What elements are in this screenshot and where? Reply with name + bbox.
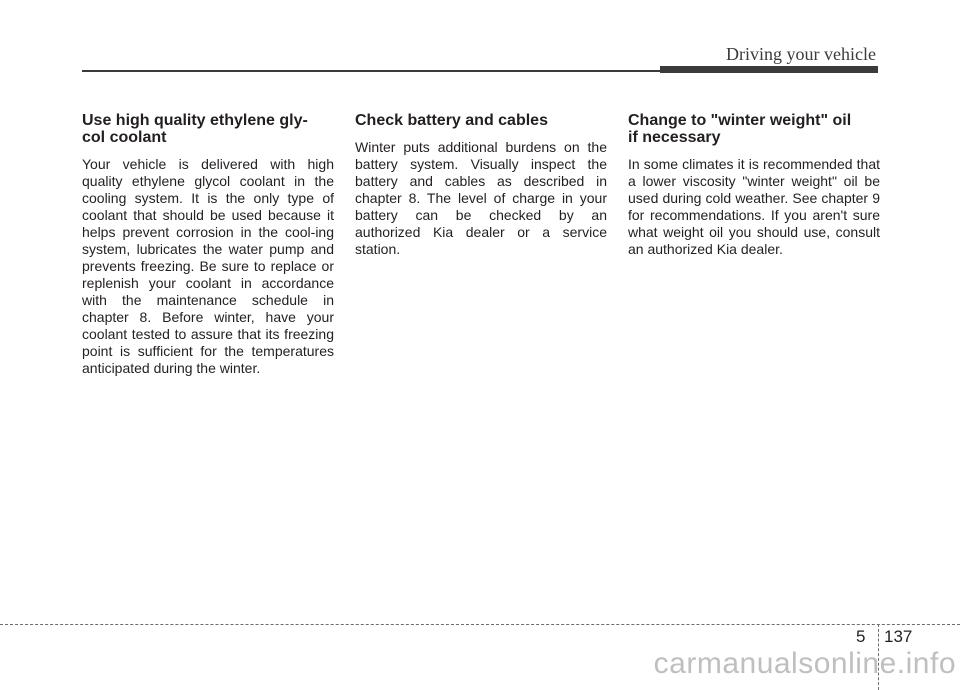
footer-divider xyxy=(0,624,960,625)
body-oil: In some climates it is recommended that a lower viscosity "winter weight" oil be used during cold weather. See chapter 9 for recommendations. If you aren't sure what weight oil you should use, consult an authorized Kia dealer. xyxy=(628,156,880,257)
body-battery: Winter puts additional burdens on the battery system. Visually inspect the battery and cables as described in chapter 8. The level of charge in your battery can be checked by an authorized Kia dealer or a service station. xyxy=(355,139,607,257)
column-oil xyxy=(628,112,880,258)
watermark: carmanualsonline.info xyxy=(653,647,956,680)
chapter-number: 5 xyxy=(856,627,866,646)
section-title: Driving your vehicle xyxy=(726,44,876,64)
header-rule-bar xyxy=(660,66,878,73)
body-coolant: Your vehicle is delivered with high quality ethylene glycol coolant in the cooling system. It is the only type of coolant that should be used because it helps prevent corrosion in the cool-ing system, lubricates the water pump and prevents freezing. Be sure to replace or replenish your coolant in accordance with the maintenance schedule in chapter 8. Before winter, have your coolant tested to assure that its freezing point is sufficient for the temperatures anticipated during the winter. xyxy=(82,156,334,376)
header-rule xyxy=(82,70,660,72)
page-number: 137 xyxy=(884,627,913,646)
column-battery xyxy=(355,112,607,258)
heading-battery: Check battery and cables xyxy=(355,112,548,129)
column-coolant xyxy=(82,112,334,377)
heading-coolant: Use high quality ethylene gly- col coolant xyxy=(82,112,308,146)
heading-oil: Change to "winter weight" oil if necessary xyxy=(628,112,852,146)
